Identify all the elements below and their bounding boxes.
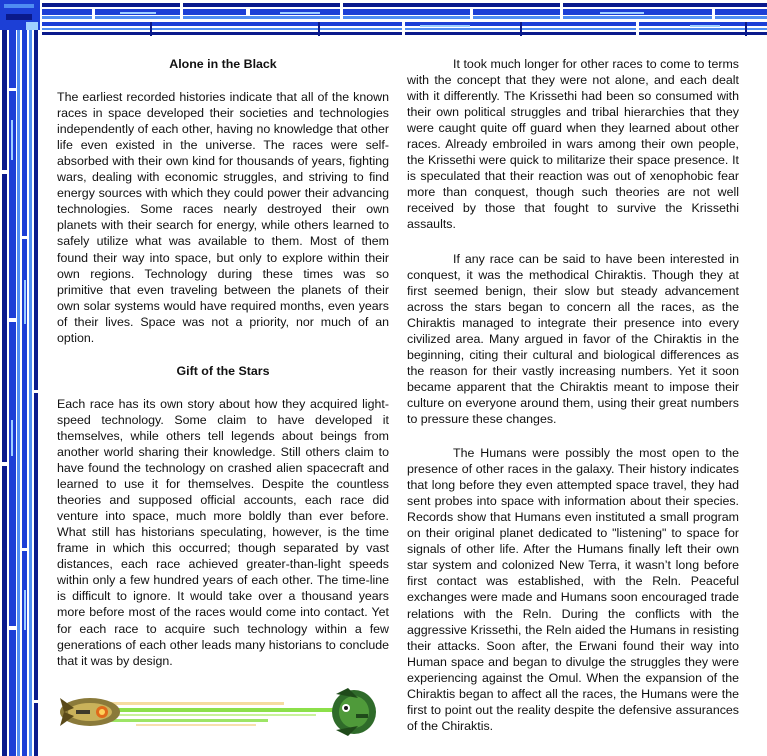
section-title-gift-of-the-stars: Gift of the Stars <box>176 363 270 378</box>
right-spaceship-icon <box>332 688 376 736</box>
circuit-border-left <box>0 0 42 756</box>
left-spaceship-icon <box>60 698 120 726</box>
left-text-column <box>57 56 389 669</box>
circuit-border-top <box>0 0 767 40</box>
section-body-alone-in-the-black: The earliest recorded histories indicate that all of the known races in space developed their societies and technologies independently of each other, having no knowledge that other life even existed in the universe. The races were self-absorbed with their own kind for thousands of years, fighting wars, dealing with economic struggles, and striving to find energy sources with which they could power their advancing technologies. Some races nearly destroyed their own planets with their search for energy, while others learned to safely utilize what was available to them. Most of them found their way into space, but only to explore within their own regions. Technology during these times was so primitive that even traveling between the planets of their own solar systems would have required months, even years of their lives. Space was not a priority, nor much of an option. <box>57 90 389 345</box>
right-text-column <box>407 56 739 734</box>
paragraph-humans: The Humans were possibly the most open to the presence of other races in the galaxy. Their history indicates that long before they even attempted space travel, they had sent probes into space with information about their species. Records show that Humans even instituted a small program on their original planet dedicated to "listening" to space for signals of other life. After the Humans finally left their own star system and colonized New Terra, it wasn’t long before first contact was established, with the Reln. Peaceful exchanges were made and Humans soon encouraged trade relations with the Reln. During the conflicts with the aggressive Krissethi, the Reln aided the Humans in resisting their attacks. Soon after, the Erwani found their way into Human space and began to divulge the struggles they were experiencing against the Omul. When the expansion of the Chiraktis began to affect all the races, the Humans were the first to point out the reality despite the defensive assurances of the Chiraktis. <box>407 446 739 733</box>
paragraph-krissethi: It took much longer for other races to come to terms with the concept that they were not alone, and each dealt with it differently. The Krissethi had been so consumed with their own political struggles and tribal hierarchies that they were caught quite off guard when they learned about other races. Already embroiled in wars among their own people, the Krissethi were quick to militarize their space presence. It is speculated that their reaction was out of xenophobic fear more than conquest, though such theories are not well received by those that fought to survive the Krissethi assaults. <box>407 57 739 232</box>
section-title-alone-in-the-black: Alone in the Black <box>169 57 277 71</box>
paragraph-chiraktis: If any race can be said to have been interested in conquest, it was the methodical Chiraktis. Though they at first seemed benign, their slow but steady advancement across the stars began to concern all the races, as the Chiraktis managed to integrate their presence into every civilized area. Many argued in favor of the Chiraktis in the beginning, citing their cultural and biological differences as the reason for their vastly increasing numbers. Yet it soon became apparent that the Chiraktis meant to impose their culture on everyone around them, using their great numbers to pressure these changes. <box>407 251 739 426</box>
section-body-gift-of-the-stars: Each race has its own story about how they acquired light-speed technology. Some claim to have developed it themselves, while others tell legends about beings from another world sharing their knowledge. Still others claim to have found the technology on crashed alien spacecraft and learned to use it for themselves. Despite the countless theories and supposed official accounts, each race did venture into space, much more boldly than ever before. What still has historians speculating, however, is the time frame in which this occurred; though separated by vast distances, each race achieved greater-than-light speeds within only a few hundred years of each other. The time-line is difficult to ignore. It would take over a thousand years more before most of the races would come into contact. Yet for each race to acquire such technology within a few generations of each other leads many historians to conclude that it was by design. <box>57 396 389 668</box>
spaceship-battle-illustration <box>56 684 378 740</box>
